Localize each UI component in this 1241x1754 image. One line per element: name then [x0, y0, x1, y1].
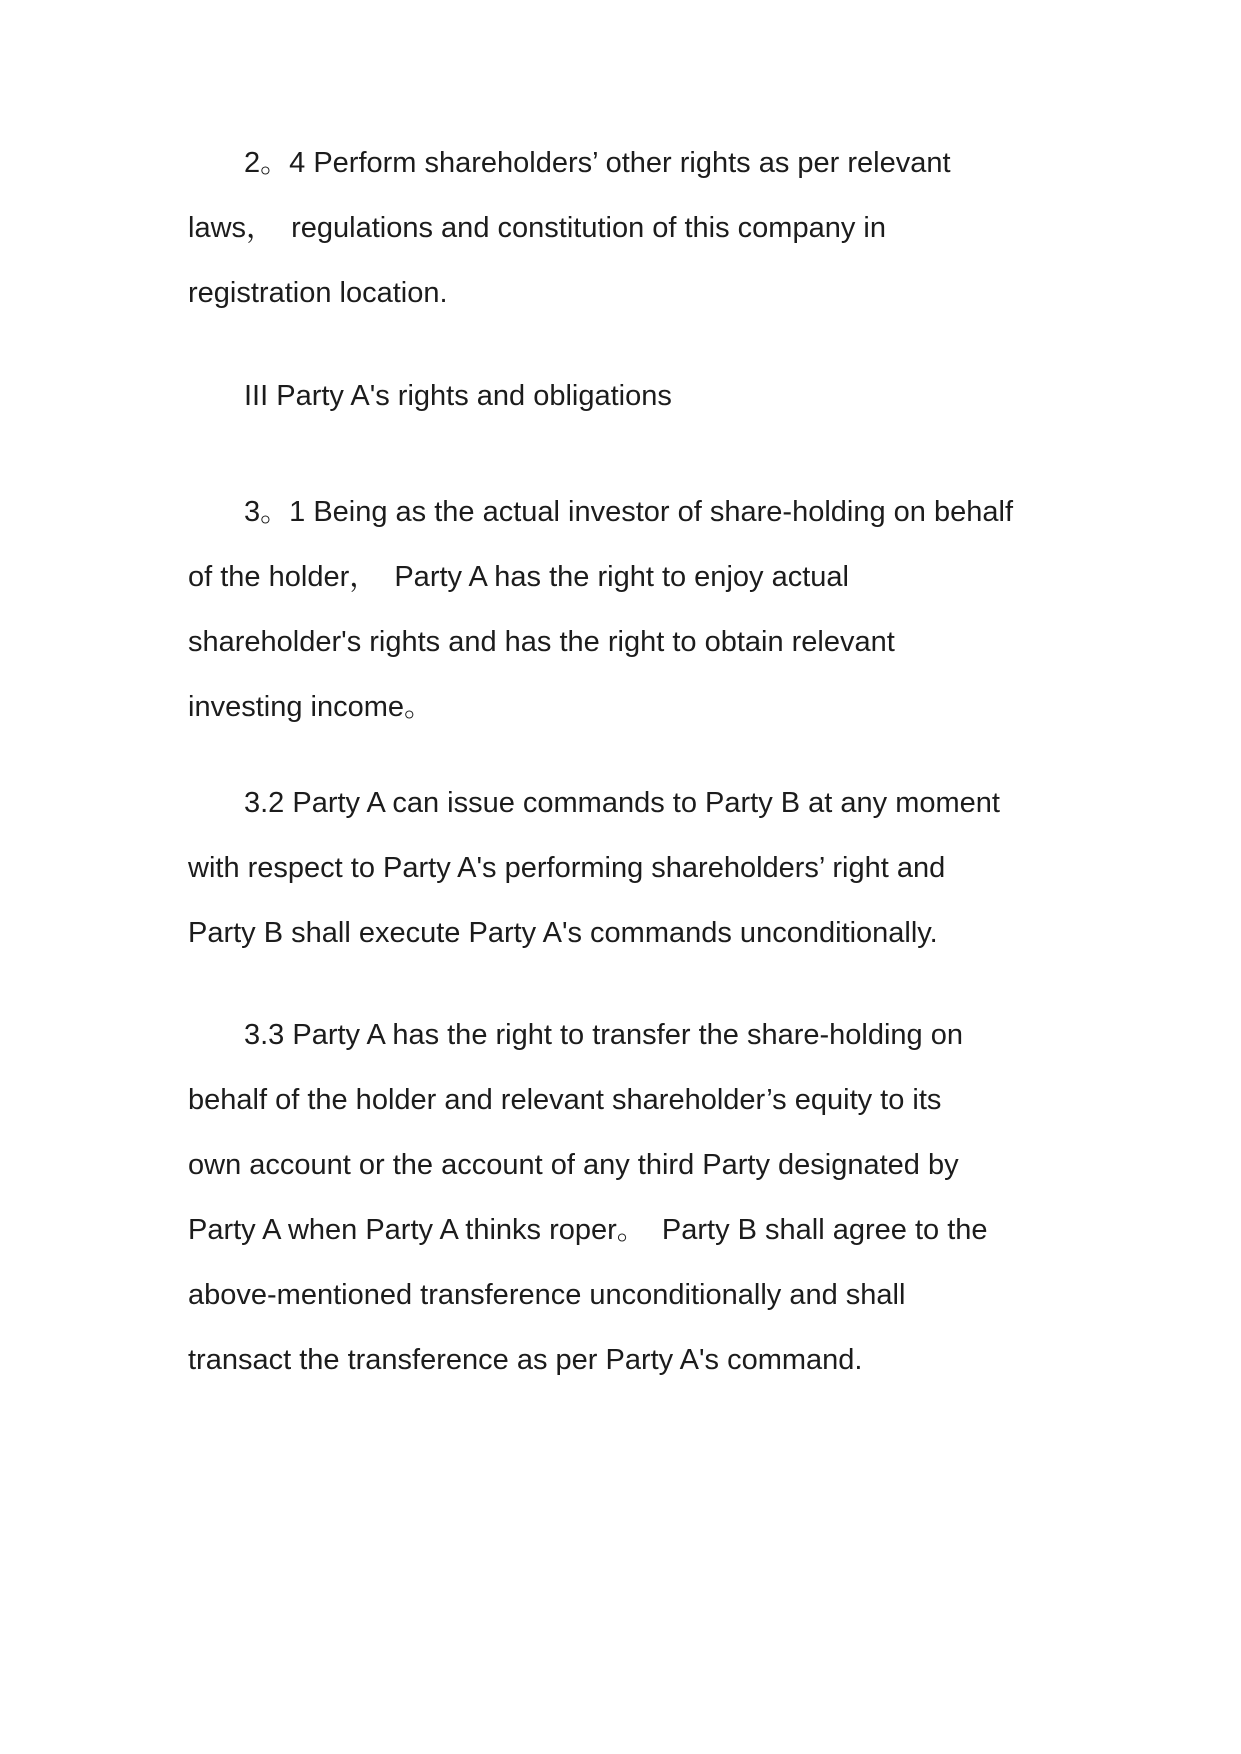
paragraph-line: 3.2 Party A can issue commands to Party B at any moment — [244, 787, 1000, 819]
paragraph-line: of the holder， Party A has the right to enjoy actual — [188, 561, 849, 593]
paragraph-3-3 — [188, 1003, 1088, 1393]
paragraph-line: registration location. — [188, 277, 448, 309]
paragraph-line: shareholder's rights and has the right to obtain relevant — [188, 626, 895, 658]
section-heading: III Party A's rights and obligations — [244, 380, 672, 412]
paragraph-line: Party B shall execute Party A's commands unconditionally. — [188, 917, 938, 949]
paragraph-2-4 — [188, 131, 1088, 326]
paragraph-line: 3.3 Party A has the right to transfer the share-holding on — [244, 1019, 963, 1051]
paragraph-line: above-mentioned transference unconditionally and shall — [188, 1279, 906, 1311]
section-heading-iii — [188, 364, 1088, 429]
paragraph-line: own account or the account of any third Party designated by — [188, 1149, 959, 1181]
paragraph-3-1 — [188, 480, 1088, 740]
paragraph-line: with respect to Party A's performing shareholders’ right and — [188, 852, 946, 884]
paragraph-line: 2。4 Perform shareholders’ other rights as per relevant — [244, 147, 951, 179]
paragraph-line: transact the transference as per Party A's command. — [188, 1344, 863, 1376]
paragraph-line: Party A when Party A thinks roper。 Party B shall agree to the — [188, 1214, 988, 1246]
paragraph-line: 3。1 Being as the actual investor of share-holding on behalf — [244, 496, 1013, 528]
paragraph-line: laws， regulations and constitution of this company in — [188, 212, 886, 244]
paragraph-line: investing income。 — [188, 691, 433, 723]
paragraph-line: behalf of the holder and relevant shareholder’s equity to its — [188, 1084, 942, 1116]
paragraph-3-2 — [188, 771, 1088, 966]
